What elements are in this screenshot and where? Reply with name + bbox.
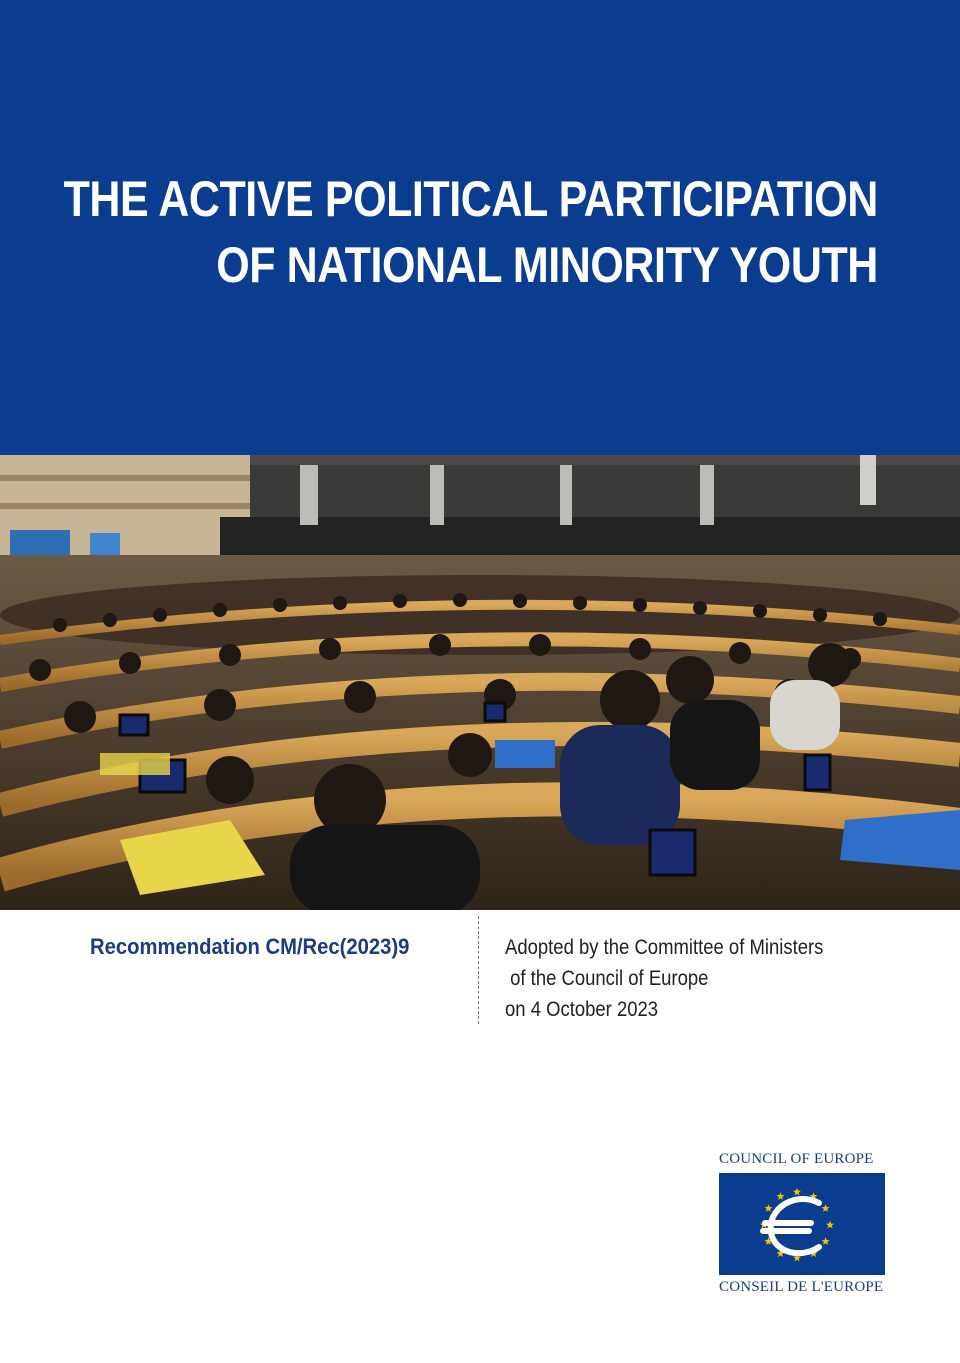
council-of-europe-logo [719, 1151, 885, 1296]
recommendation-prefix: Recommendation [90, 934, 266, 959]
logo-text-english: COUNCIL OF EUROPE [719, 1151, 874, 1167]
adoption-line-3: on 4 October 2023 [505, 998, 659, 1021]
emblem-star [777, 1192, 785, 1200]
logo-text-french: CONSEIL DE L'EUROPE [719, 1279, 884, 1295]
cover-photo-assembly-hall [0, 455, 960, 910]
dashed-divider [478, 916, 479, 1024]
emblem-star [822, 1204, 830, 1212]
adoption-statement [505, 932, 823, 1025]
council-of-europe-emblem-icon [719, 1173, 885, 1275]
document-title [64, 166, 878, 298]
title-line-1: THE ACTIVE POLITICAL PARTICIPATION [63, 171, 878, 227]
recommendation-code: CM/Rec(2023)9 [265, 934, 410, 959]
title-banner [0, 0, 960, 455]
adoption-line-2: of the Council of Europe [505, 967, 709, 990]
emblem-star [826, 1221, 834, 1229]
recommendation-reference [90, 934, 409, 960]
emblem-star [793, 1188, 801, 1196]
adoption-line-1: Adopted by the Committee of Ministers [505, 936, 824, 959]
title-line-2: OF NATIONAL MINORITY YOUTH [216, 237, 879, 293]
emblem-star [764, 1204, 772, 1212]
emblem-star [822, 1237, 830, 1245]
